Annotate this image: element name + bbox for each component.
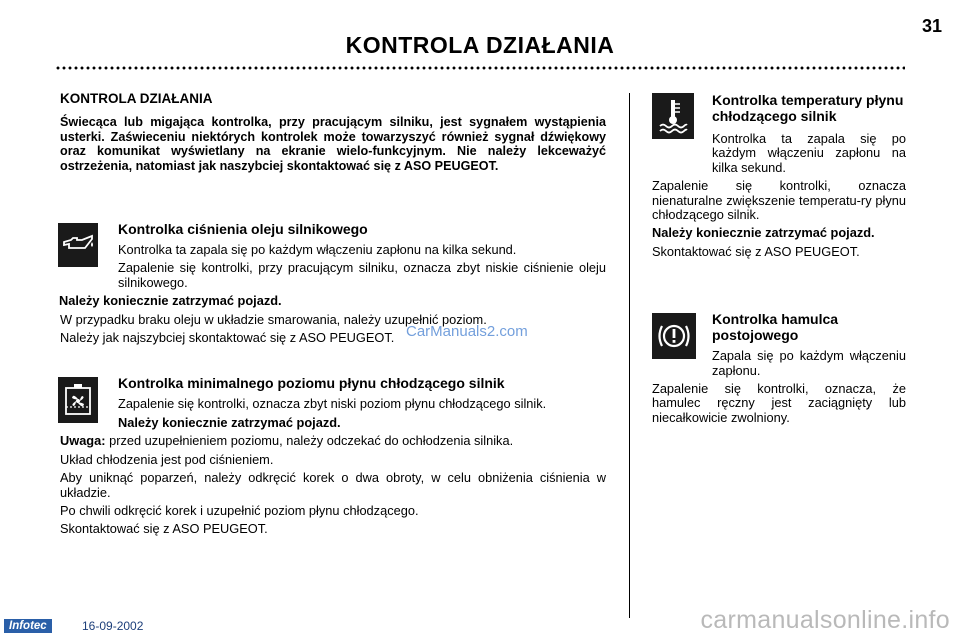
temperature-text-1a <box>712 132 906 175</box>
oil-text-4: W przypadku braku oleju w układzie smarowania, należy uzupełnić poziom. <box>60 311 487 327</box>
coolant-level-heading: Kontrolka minimalnego poziomu płynu chłodzącego silnik <box>118 375 505 392</box>
oil-text-2: Zapalenie się kontrolki, przy pracującym silniku, oznacza zbyt niskie ciśnienie oleju silnikowego. <box>118 260 606 290</box>
coolant-level-text-3: Układ chłodzenia jest pod ciśnieniem. <box>60 451 274 467</box>
temperature-text-1: Kontrolka ta zapala się po każdym włączeniu zapłonu na kilka sekund. <box>712 131 906 175</box>
section-heading: KONTROLA DZIAŁANIA <box>60 91 213 106</box>
parking-brake-text-2: Zapalenie się kontrolki, oznacza, że hamulec ręczny jest zaciągnięty lub niecałkowicie zwolniony. <box>652 381 906 425</box>
coolant-level-text-6: Skontaktować się z ASO PEUGEOT. <box>60 521 268 537</box>
temperature-heading: Kontrolka temperatury płynu chłodzącego silnik <box>712 92 904 124</box>
note-label: Uwaga: <box>60 433 106 449</box>
temperature-stop-warning: Należy koniecznie zatrzymać pojazd. <box>652 225 875 241</box>
coolant-level-stop-warning: Należy koniecznie zatrzymać pojazd. <box>118 414 341 430</box>
watermark-carmanualsonline: carmanualsonline.info <box>700 606 950 634</box>
infotec-logo: Infotec <box>4 619 52 633</box>
oil-stop-warning: Należy koniecznie zatrzymać pojazd. <box>59 293 282 309</box>
parking-brake-section <box>652 311 906 425</box>
footer-date: 16-09-2002 <box>82 619 144 633</box>
parking-brake-text-1: Zapala się po każdym włączeniu zapłonu. <box>712 348 906 378</box>
oil-can-icon <box>58 223 98 267</box>
note-text: przed uzupełnieniem poziomu, należy odczekać do ochłodzenia silnika. <box>105 433 514 449</box>
dotted-divider <box>55 66 905 70</box>
oil-text-5: Należy jak najszybciej skontaktować się z ASO PEUGEOT. <box>60 330 395 346</box>
coolant-level-section <box>60 375 606 536</box>
coolant-level-note <box>60 434 606 448</box>
intro-paragraph: Świecąca lub migająca kontrolka, przy pracującym silniku, jest sygnałem wystąpienia usterki. Zaświeceniu niektórych kontrolek może towarzyszyć również sygnał dźwiękowy oraz komunikat wyświetlany na ekranie wielo-funkcyjnym. Nie należy lekceważyć ostrzeżenia, natomiast jak naszybciej skontaktować się z ASO PEUGEOT. <box>60 115 606 173</box>
coolant-level-text-5: Po chwili odkręcić korek i uzupełnić poziom płynu chłodzącego. <box>60 502 419 518</box>
left-column <box>60 92 606 541</box>
oil-heading: Kontrolka ciśnienia oleju silnikowego <box>118 221 368 238</box>
coolant-reservoir-icon <box>58 377 98 423</box>
temperature-text-2: Zapalenie się kontrolki, oznacza nienaturalne zwiększenie temperatu-ry płynu chłodzącego silnik. <box>652 178 906 223</box>
parking-brake-heading: Kontrolka hamulca postojowego <box>712 311 839 344</box>
page-number: 31 <box>921 16 942 36</box>
parking-brake-icon <box>652 313 696 359</box>
coolant-temperature-icon <box>652 93 694 139</box>
coolant-level-text-1: Zapalenie się kontrolki, oznacza zbyt niski poziom płynu chłodzącego silnik. <box>118 396 547 412</box>
watermark-carmanuals: CarManuals2.com <box>406 323 528 340</box>
right-column <box>652 92 906 429</box>
coolant-temperature-section <box>652 92 906 259</box>
oil-text-1: Kontrolka ta zapala się po każdym włączeniu zapłonu na kilka sekund. <box>118 242 517 258</box>
temperature-text-4: Skontaktować się z ASO PEUGEOT. <box>652 243 860 259</box>
page-title: KONTROLA DZIAŁANIA <box>345 32 615 58</box>
column-divider <box>629 93 630 618</box>
coolant-level-text-4: Aby uniknąć poparzeń, należy odkręcić korek o dwa obroty, w celu obniżenia ciśnienia w układzie. <box>60 470 606 500</box>
